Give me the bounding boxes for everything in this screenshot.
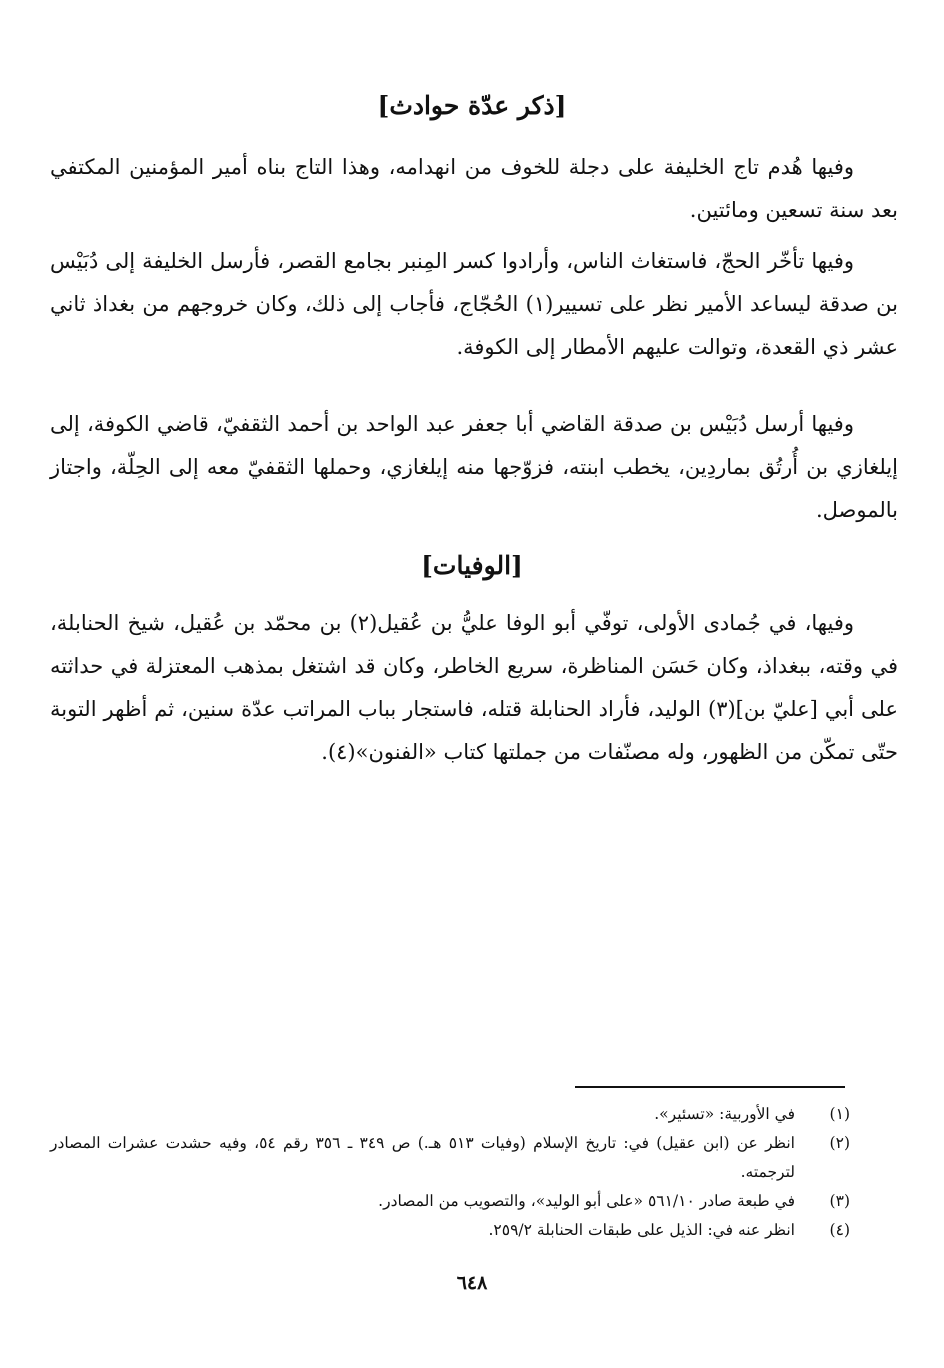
footnote-number: (١)	[829, 1105, 850, 1123]
page-number: ٦٤٨	[456, 1272, 488, 1294]
section-heading-events: [ذكر عدّة حوادث]	[377, 91, 567, 120]
footnote-text: انظر عن (ابن عقيل) في: تاريخ الإسلام (وفيات ٥١٣ هـ.) ص ٣٤٩ ـ ٣٥٦ رقم ٥٤، وفيه حشدت عشرات المصادر لترجمته.	[50, 1134, 795, 1181]
paragraph-hajj-delay: وفيها تأخّر الحجّ، فاستغاث الناس، وأرادوا كسر المِنبر بجامع القصر، فأرسل الخليفة إلى دُبَيْس بن صدقة ليساعد الأمير نظر على تسيير(١) الحُجّاج، فأجاب إلى ذلك، وكان خروجهم من بغداذ ثاني عشر ذي القعدة، وتوالت عليهم الأمطار إلى الكوفة.	[50, 249, 898, 359]
paragraph-ibn-aqil: وفيها، في جُمادى الأولى، توفّي أبو الوفا عليُّ بن عُقيل(٢) بن محمّد بن عُقيل، شيخ الحنابلة، في وقته، ببغداذ، وكان حَسَن المناظرة، سريع الخاطر، وكان قد اشتغل بمذهب المعتزلة في حداثته على أبي [عليّ بن](٣) الوليد، فأراد الحنابلة قتله، فاستجار بباب المراتب عدّة سنين، ثم أظهر التوبة حتّى تمكّن من الظهور، وله مصنّفات من جملتها كتاب «الفنون»(٤).	[50, 611, 898, 764]
footnote-item	[50, 1100, 850, 1129]
footnote-number: (٤)	[829, 1221, 850, 1239]
paragraph-marriage: وفيها أرسل دُبَيْس بن صدقة القاضي أبا جعفر عبد الواحد بن أحمد الثقفيّ، قاضي الكوفة، إلى إيلغازي بن أُرتُق بماردِين، يخطب ابنته، فزوّجها منه إيلغازي، وحملها الثقفيّ معه إلى الحِلّة، واجتاز بالموصل.	[50, 412, 898, 522]
footnotes	[50, 1100, 850, 1245]
footnote-text: في طبعة صادر ٥٦١/١٠ «على أبو الوليد»، والتصويب من المصادر.	[378, 1192, 795, 1210]
section-heading-deaths: [الوفيات]	[421, 551, 523, 580]
paragraph-crown-demolition: وفيها هُدم تاج الخليفة على دجلة للخوف من انهدامه، وهذا التاج بناه أمير المؤمنين المكتفي بعد سنة تسعين ومائتين.	[50, 155, 898, 222]
footnote-item	[50, 1129, 850, 1187]
footnote-item	[50, 1216, 850, 1245]
footnote-text: في الأوربية: «تسئير».	[654, 1105, 795, 1123]
footnote-text: انظر عنه في: الذيل على طبقات الحنابلة ٢٥٩/٢.	[488, 1221, 795, 1239]
footnote-divider	[575, 1086, 845, 1088]
footnote-number: (٣)	[829, 1192, 850, 1210]
footnote-item	[50, 1187, 850, 1216]
footnote-number: (٢)	[829, 1134, 850, 1152]
